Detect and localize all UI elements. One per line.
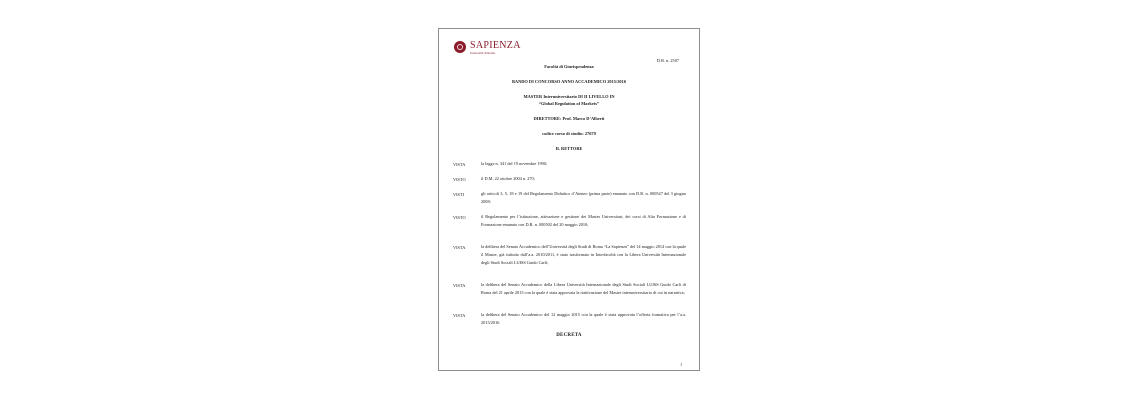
- document-page: [438, 28, 700, 371]
- logo-name: SAPIENZA: [470, 40, 521, 51]
- visto-label: VISTA: [453, 283, 466, 288]
- visto-text: il D.M. 22 ottobre 2004 n. 270;: [481, 176, 535, 181]
- visto-label: VISTO: [453, 177, 466, 182]
- visto-label: VISTI: [453, 192, 464, 197]
- visto-text: la legge n. 341 del 19 novembre 1990;: [481, 161, 548, 166]
- decreta-heading: DECRETA: [556, 333, 582, 338]
- university-seal-icon: [454, 41, 466, 53]
- director-line: DIRETTORE: Prof. Marco D’Alberti: [533, 116, 605, 121]
- faculty-title: Facoltà di Giurisprudenza: [544, 64, 594, 69]
- visto-label: VISTA: [453, 313, 466, 318]
- visto-label: VISTA: [453, 162, 466, 167]
- visto-text: la delibera del Senato Accademico del 12 maggio 2015 con la quale è stata approvata l’offerta formativa per l’a.a. 2015/2016: [481, 312, 686, 325]
- visto-text: gli articoli 3, 5, 18 e 19 del Regolamento Didattico d’Ateneo (prima parte) emanato con D.R. n. 000547 del 3 giugno 2008;: [481, 191, 686, 204]
- rector-heading: IL RETTORE: [555, 146, 583, 151]
- logo-subtitle: Università di Roma: [470, 51, 495, 55]
- visto-label: VISTO: [453, 215, 466, 220]
- visto-text: il Regolamento per l’istituzione, attivazione e gestione dei Master Universitari, dei corsi di Alta Formazione e di Formazione emanato con D.R. n. 000502 del 20 maggio 2010;: [481, 214, 686, 227]
- visto-text: la delibera del Senato Accademico dell’Università degli Studi di Roma “La Sapienza” del 14 maggio 2014 con la quale il Master, già istituito dall’a.a. 2010/2011, è stato trasformato in Interfacoltà con la Libera Università Internazionale degli Studi Sociali LUISS Guido Carli;: [481, 244, 686, 265]
- call-title: BANDO DI CONCORSO ANNO ACCADEMICO 2015/2016: [511, 79, 627, 84]
- decree-number: D.R. n. 2507: [656, 58, 679, 63]
- master-title-line1: MASTER Interuniversitario DI II LIVELLO IN: [523, 94, 615, 99]
- page-number: 1: [680, 363, 682, 367]
- course-code-line: codice corso di studio: 27679: [542, 131, 596, 136]
- visto-label: VISTA: [453, 245, 466, 250]
- visto-text: la delibera del Senato Accademico della Libera Università Internazionale degli Studi Sociali LUISS Guido Carli di Roma del 21 aprile 2015 con la quale è stata approvata la riattivazione del Master interuniversitario di cui in narrativa;: [481, 282, 686, 295]
- master-title-line2: “Global Regulation of Markets”: [538, 101, 600, 106]
